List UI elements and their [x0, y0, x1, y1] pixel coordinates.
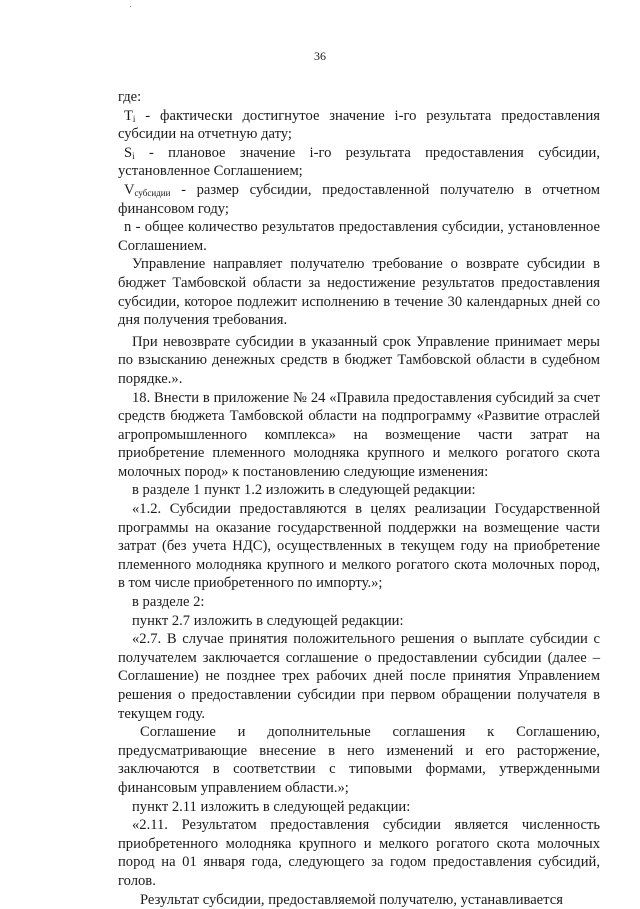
document-body	[118, 88, 600, 909]
definition-n: n - общее количество результатов предоставления субсидии, установленное Соглашением.	[118, 219, 600, 254]
definition-v	[118, 181, 600, 218]
paragraph-2-11: «2.11. Результатом предоставления субсидии является численность приобретенного молодняка крупного и мелкого рогатого скота молочных пород на 01 января года, следующего за годом предоставления субсидий, голов.	[118, 817, 600, 889]
symbol-t: T	[124, 107, 133, 124]
symbol-v: V	[124, 181, 135, 198]
paragraph-2-7-intro: пункт 2.7 изложить в следующей редакции:	[132, 612, 404, 629]
page-number: 36	[314, 49, 326, 63]
paragraph-2-7: «2.7. В случае принятия положительного решения о выплате субсидии с получателем заключается соглашение о предоставлении субсидии (далее – Соглашение) не позднее трех рабочих дней после принятия Управлением решения о предоставлении субсидии при первом обращении получателя в текущем году.	[118, 631, 600, 722]
definition-s-text: - плановое значение i-го результата предоставления субсидии, установленное Соглашением;	[118, 144, 600, 180]
definition-v-text: - размер субсидии, предоставленной получателю в отчетном финансовом году;	[118, 181, 600, 217]
paragraph-result: Результат субсидии, предоставляемой получателю, устанавливается	[140, 891, 563, 908]
definition-t-text: - фактически достигнутое значение i-го результата предоставления субсидии на отчетную дату;	[118, 107, 600, 143]
symbol-s: S	[124, 144, 133, 161]
paragraph-court-recovery: При невозврате субсидии в указанный срок Управление принимает меры по взысканию денежных средств в бюджет Тамбовской области в судебном порядке.».	[118, 333, 600, 387]
definition-t	[118, 107, 600, 144]
scan-speck	[130, 6, 131, 7]
paragraph-section-2: в разделе 2:	[132, 594, 205, 611]
symbol-t-index: i	[132, 113, 136, 124]
paragraph-2-11-intro: пункт 2.11 изложить в следующей редакции:	[132, 798, 411, 815]
paragraph-agreement: Соглашение и дополнительные соглашения к Соглашению, предусматривающие внесение в него изменений и его расторжение, заключаются в соответствии с типовыми формами, утвержденными финансовым управлением области.»;	[118, 724, 600, 796]
paragraph-return-demand: Управление направляет получателю требование о возврате субсидии в бюджет Тамбовской области за недостижение результатов предоставления субсидии, которое подлежит исполнению в течение 30 календарных дней со дня получения требования.	[118, 256, 600, 329]
paragraph-1-2: «1.2. Субсидии предоставляются в целях реализации Государственной программы на оказание государственной поддержки на возмещение части затрат (без учета НДС), осуществленных в текущем году на приобретение племенного молодняка крупного и мелкого рогатого скота молочных пород, в том числе приобретенного по импорту.»;	[118, 501, 600, 592]
symbol-v-index: субсидии	[134, 187, 171, 198]
paragraph-18: 18. Внести в приложение № 24 «Правила предоставления субсидий за счет средств бюджета Тамбовской области на подпрограмму «Развитие отраслей агропромышленного комплекса» на возмещение части затрат на приобретение племенного молодняка крупного и мелкого рогатого скота молочных пород» к постановлению следующие изменения:	[118, 389, 600, 480]
where-label: где:	[118, 89, 142, 105]
paragraph-section-1: в разделе 1 пункт 1.2 изложить в следующей редакции:	[132, 482, 476, 499]
symbol-s-index: i	[132, 150, 135, 161]
definition-s	[118, 144, 600, 181]
